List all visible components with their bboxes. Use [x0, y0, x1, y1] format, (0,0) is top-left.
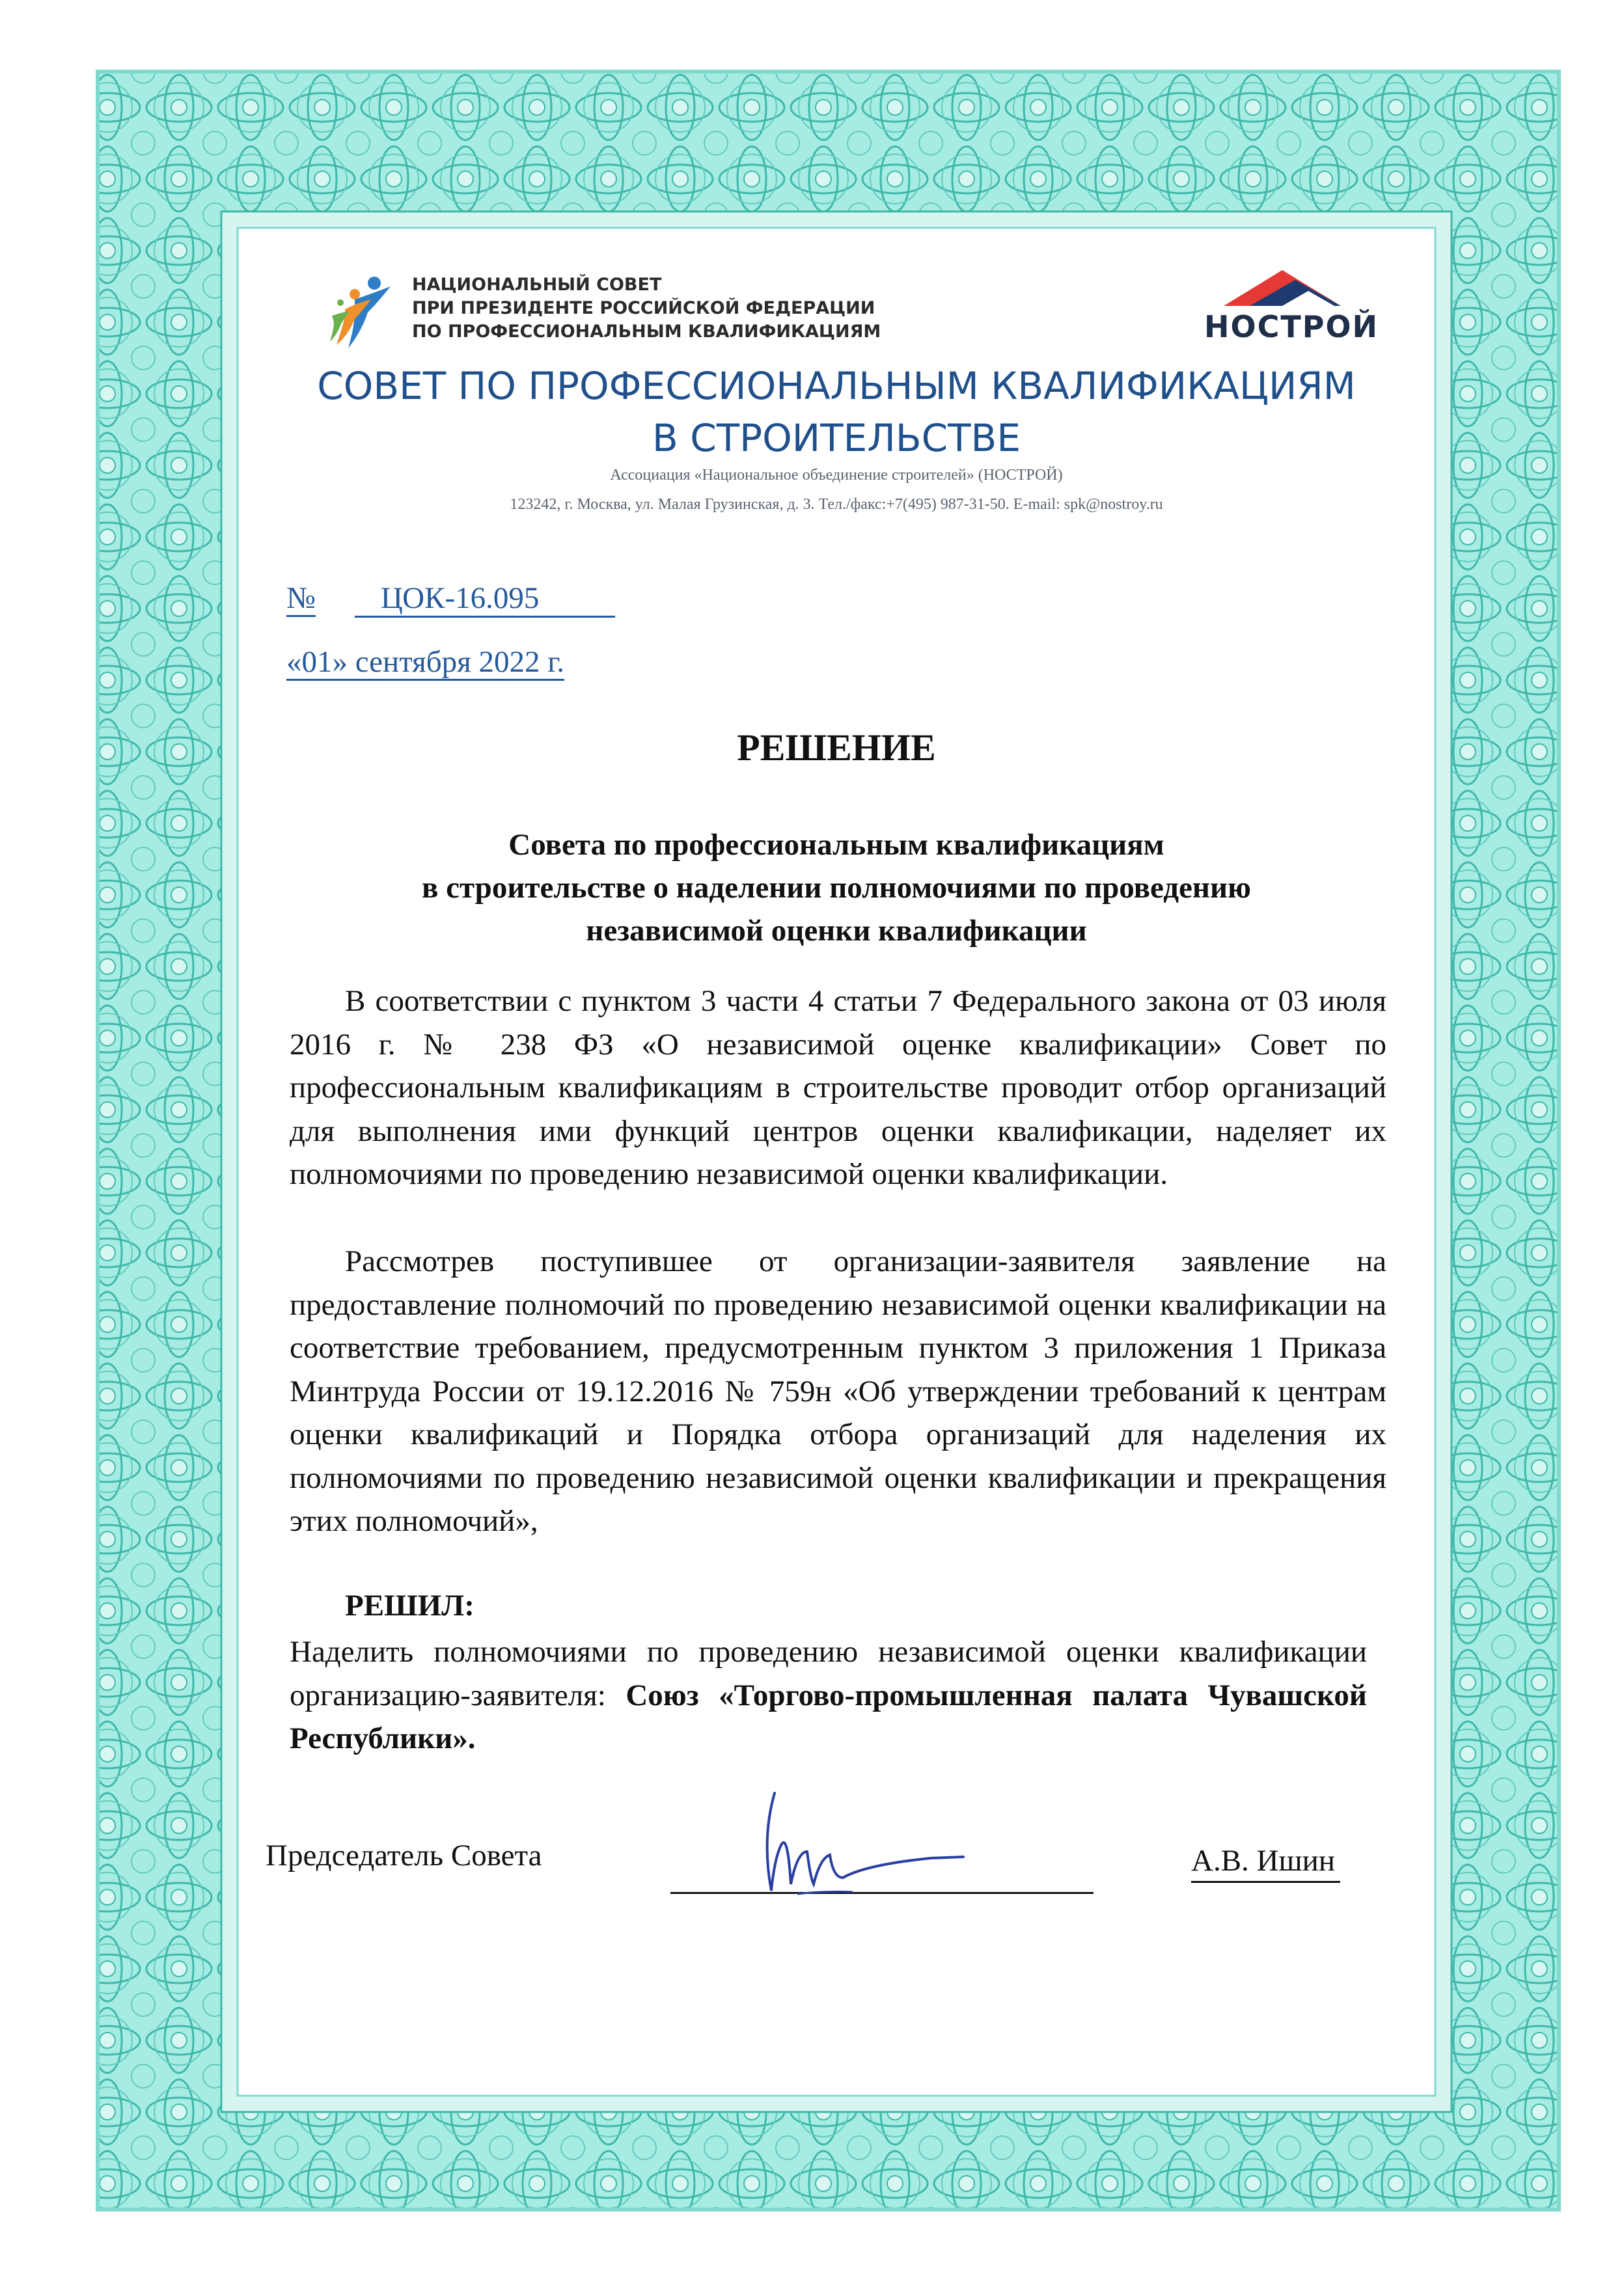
nsk-line-1: НАЦИОНАЛЬНЫЙ СОВЕТ [412, 275, 662, 295]
nsk-title [412, 273, 881, 344]
address-line: 123242, г. Москва, ул. Малая Грузинская, д. 3. Тел./факс:+7(495) 987-31-50. E-mail: spk@nostroy.ru [510, 496, 1163, 513]
signatory-title: Председатель Совета [266, 1839, 542, 1872]
date-value: «01» сентября 2022 г. [286, 645, 564, 681]
signatory-name: А.В. Ишин [1191, 1843, 1340, 1883]
council-title [254, 360, 1419, 464]
subheading-line-2: в строительстве о наделении полномочиями по проведению [422, 871, 1251, 905]
council-title-line-1: СОВЕТ ПО ПРОФЕССИОНАЛЬНЫМ КВАЛИФИКАЦИЯМ [317, 364, 1356, 408]
handwritten-signature [736, 1780, 970, 1910]
subheading-line-1: Совета по профессиональным квалификациям [508, 828, 1164, 862]
paragraph-1: В соответствии с пунктом 3 части 4 статьи 7 Федерального закона от 03 июля 2016 г. № 238 ФЗ «О независимой оценке квалификации» Совет по профессиональным квалификациям в строительстве проводит отбор организаций для выполнения ими функций центров оценки квалификации, наделяет их полномочиями по проведению независимой оценки квалификации. [290, 984, 1386, 1191]
subheading-line-3: независимой оценки квалификации [586, 914, 1087, 948]
association-line: Ассоциация «Национальное объединение строителей» (НОСТРОЙ) [610, 467, 1063, 484]
resolved-label: РЕШИЛ: [345, 1589, 475, 1623]
applicant-name: Союз «Торгово-промышленная палата Чувашской Республики». [290, 1678, 1367, 1755]
paragraph-3-text: Наделить полномочиями по проведению независимой оценки квалификации организацию-заявителя: [290, 1635, 1367, 1712]
nsk-line-2: ПРИ ПРЕЗИДЕНТЕ РОССИЙСКОЙ ФЕДЕРАЦИИ [412, 298, 875, 318]
nsk-logo-icon [329, 273, 400, 351]
nostroy-logo-icon [1198, 264, 1367, 309]
document-number [286, 581, 615, 618]
document-subheading [254, 823, 1419, 952]
nsk-line-3: ПО ПРОФЕССИОНАЛЬНЫМ КВАЛИФИКАЦИЯМ [412, 322, 881, 342]
nostroy-wordmark: НОСТРОЙ [1204, 309, 1379, 344]
council-title-line-2: В СТРОИТЕЛЬСТВЕ [652, 416, 1021, 460]
paragraph-2: Рассмотрев поступившее от организации-заявителя заявление на предоставление полномочий по проведению независимой оценки квалификации на соответствие требованием, предусмотренным пунктом 3 приложения 1 Приказа Минтруда России от 19.12.2016 № 759н «Об утверждении требований к центрам оценки квалификаций и Порядка отбора организаций для наделения их полномочиями по проведению независимой оценки квалификации и прекращения этих полномочий», [290, 1244, 1386, 1538]
number-label: № [286, 581, 316, 617]
document-body [254, 244, 1419, 2079]
document-heading: РЕШЕНИЕ [737, 726, 936, 769]
document-date [286, 644, 564, 679]
paragraph-3 [290, 1630, 1367, 1761]
number-value: ЦОК-16.095 [355, 581, 615, 618]
